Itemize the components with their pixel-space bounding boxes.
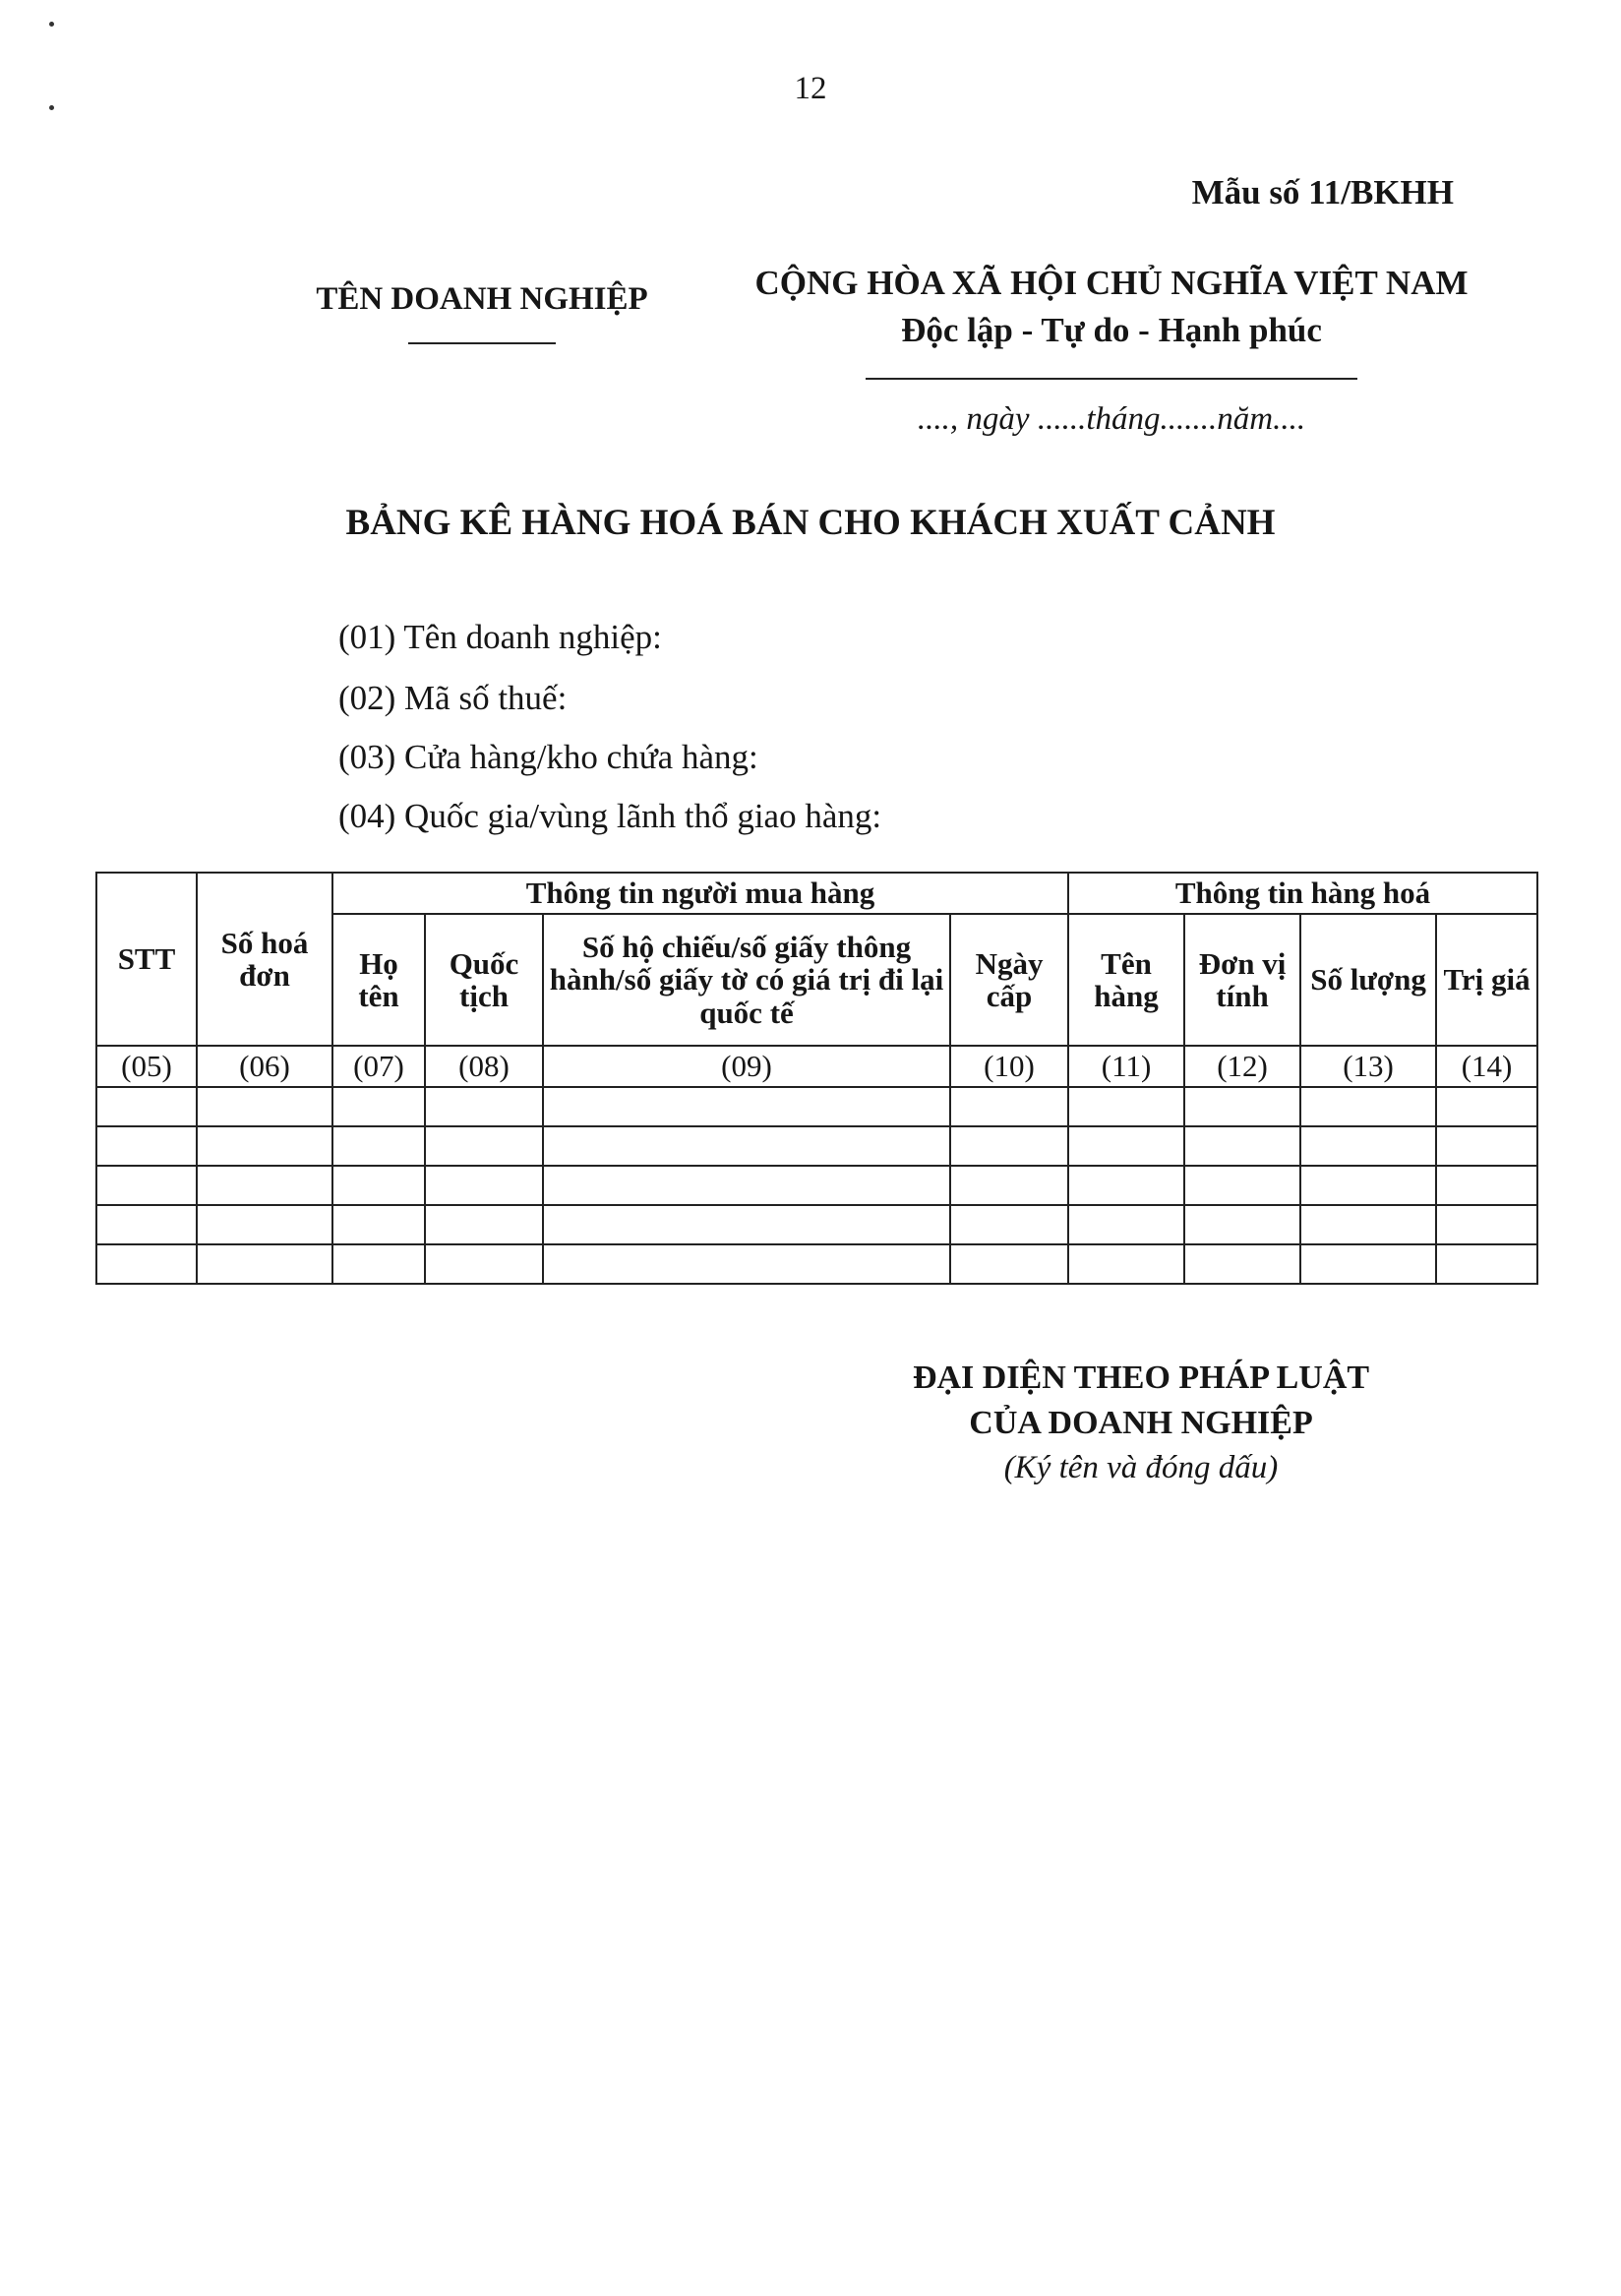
table-row (96, 1205, 1537, 1244)
column-code: (08) (425, 1046, 543, 1087)
blank-rows (96, 1087, 1537, 1284)
table-cell[interactable] (425, 1244, 543, 1284)
table-cell[interactable] (1300, 1244, 1436, 1284)
table-cell[interactable] (96, 1166, 197, 1205)
column-code: (09) (543, 1046, 950, 1087)
column-code: (13) (1300, 1046, 1436, 1087)
dateline: ...., ngày ......tháng.......năm.... (917, 401, 1306, 437)
table-cell[interactable] (1436, 1126, 1537, 1166)
header-invoice-no: Số hoá đơn (197, 873, 332, 1046)
table-cell[interactable] (197, 1205, 332, 1244)
field-company-name: (01) Tên doanh nghiệp: (338, 618, 662, 656)
field-store-warehouse: (03) Cửa hàng/kho chứa hàng: (338, 738, 758, 776)
table-cell[interactable] (1068, 1126, 1184, 1166)
table-cell[interactable] (332, 1087, 425, 1126)
header-full-name: Họ tên (332, 914, 425, 1046)
column-code: (14) (1436, 1046, 1537, 1087)
goods-table (95, 872, 1538, 1285)
table-cell[interactable] (1184, 1087, 1300, 1126)
table-cell[interactable] (543, 1166, 950, 1205)
group-header-buyer: Thông tin người mua hàng (332, 873, 1068, 914)
document-title: BẢNG KÊ HÀNG HOÁ BÁN CHO KHÁCH XUẤT CẢNH (345, 503, 1276, 543)
table-cell[interactable] (1300, 1166, 1436, 1205)
header-value: Trị giá (1436, 914, 1537, 1046)
table-cell[interactable] (332, 1166, 425, 1205)
signature-note: (Ký tên và đóng dấu) (1003, 1450, 1279, 1485)
header-passport-no: Số hộ chiếu/số giấy thông hành/số giấy tờ có giá trị đi lại quốc tế (543, 914, 950, 1046)
table-cell[interactable] (1300, 1087, 1436, 1126)
table-cell[interactable] (543, 1126, 950, 1166)
group-header-goods: Thông tin hàng hoá (1068, 873, 1537, 914)
table-cell[interactable] (1068, 1166, 1184, 1205)
table-cell[interactable] (197, 1087, 332, 1126)
column-code: (10) (950, 1046, 1068, 1087)
table-cell[interactable] (425, 1166, 543, 1205)
table-cell[interactable] (197, 1126, 332, 1166)
table-cell[interactable] (543, 1087, 950, 1126)
table-cell[interactable] (332, 1126, 425, 1166)
table-cell[interactable] (197, 1244, 332, 1284)
table-cell[interactable] (197, 1166, 332, 1205)
page-number: 12 (794, 71, 827, 106)
table-cell[interactable] (1300, 1126, 1436, 1166)
header-quantity: Số lượng (1300, 914, 1436, 1046)
table-row (96, 1166, 1537, 1205)
header-goods-name: Tên hàng (1068, 914, 1184, 1046)
table-cell[interactable] (425, 1087, 543, 1126)
column-code: (06) (197, 1046, 332, 1087)
table-cell[interactable] (950, 1166, 1068, 1205)
field-tax-code: (02) Mã số thuế: (338, 679, 568, 717)
table-cell[interactable] (1436, 1244, 1537, 1284)
field-delivery-country: (04) Quốc gia/vùng lãnh thổ giao hàng: (338, 797, 882, 835)
table-cell[interactable] (950, 1205, 1068, 1244)
form-code: Mẫu số 11/BKHH (1191, 173, 1454, 211)
company-underline (408, 342, 556, 344)
table-cell[interactable] (950, 1087, 1068, 1126)
table-cell[interactable] (1184, 1244, 1300, 1284)
column-code: (05) (96, 1046, 197, 1087)
table-cell[interactable] (1068, 1087, 1184, 1126)
table-cell[interactable] (1068, 1244, 1184, 1284)
table-cell[interactable] (1184, 1166, 1300, 1205)
column-code: (11) (1068, 1046, 1184, 1087)
table-cell[interactable] (950, 1244, 1068, 1284)
company-label: TÊN DOANH NGHIỆP (316, 281, 648, 317)
goods-sheet (95, 872, 1536, 1285)
national-heading: CỘNG HÒA XÃ HỘI CHỦ NGHĨA VIỆT NAM (754, 264, 1469, 302)
table-cell[interactable] (543, 1244, 950, 1284)
table-cell[interactable] (1068, 1205, 1184, 1244)
table-row (96, 1244, 1537, 1284)
table-cell[interactable] (1436, 1087, 1537, 1126)
signature-title-line2: CỦA DOANH NGHIỆP (969, 1405, 1313, 1441)
table-cell[interactable] (950, 1126, 1068, 1166)
table-cell[interactable] (1300, 1205, 1436, 1244)
table-cell[interactable] (96, 1244, 197, 1284)
table-cell[interactable] (96, 1087, 197, 1126)
table-cell[interactable] (96, 1126, 197, 1166)
scan-speck (49, 22, 54, 27)
signature-title-line1: ĐẠI DIỆN THEO PHÁP LUẬT (912, 1359, 1370, 1396)
column-code: (07) (332, 1046, 425, 1087)
table-cell[interactable] (332, 1205, 425, 1244)
table-cell[interactable] (425, 1205, 543, 1244)
header-nationality: Quốc tịch (425, 914, 543, 1046)
table-cell[interactable] (332, 1244, 425, 1284)
table-cell[interactable] (425, 1126, 543, 1166)
header-unit: Đơn vị tính (1184, 914, 1300, 1046)
table-cell[interactable] (96, 1205, 197, 1244)
table-row (96, 1126, 1537, 1166)
table-cell[interactable] (1184, 1205, 1300, 1244)
national-motto: Độc lập - Tự do - Hạnh phúc (901, 311, 1322, 349)
motto-underline (866, 378, 1357, 380)
column-code-row (96, 1046, 1537, 1087)
header-issue-date: Ngày cấp (950, 914, 1068, 1046)
header-stt: STT (96, 873, 197, 1046)
table-cell[interactable] (543, 1205, 950, 1244)
table-cell[interactable] (1436, 1205, 1537, 1244)
table-row (96, 1087, 1537, 1126)
table-cell[interactable] (1184, 1126, 1300, 1166)
column-code: (12) (1184, 1046, 1300, 1087)
table-cell[interactable] (1436, 1166, 1537, 1205)
